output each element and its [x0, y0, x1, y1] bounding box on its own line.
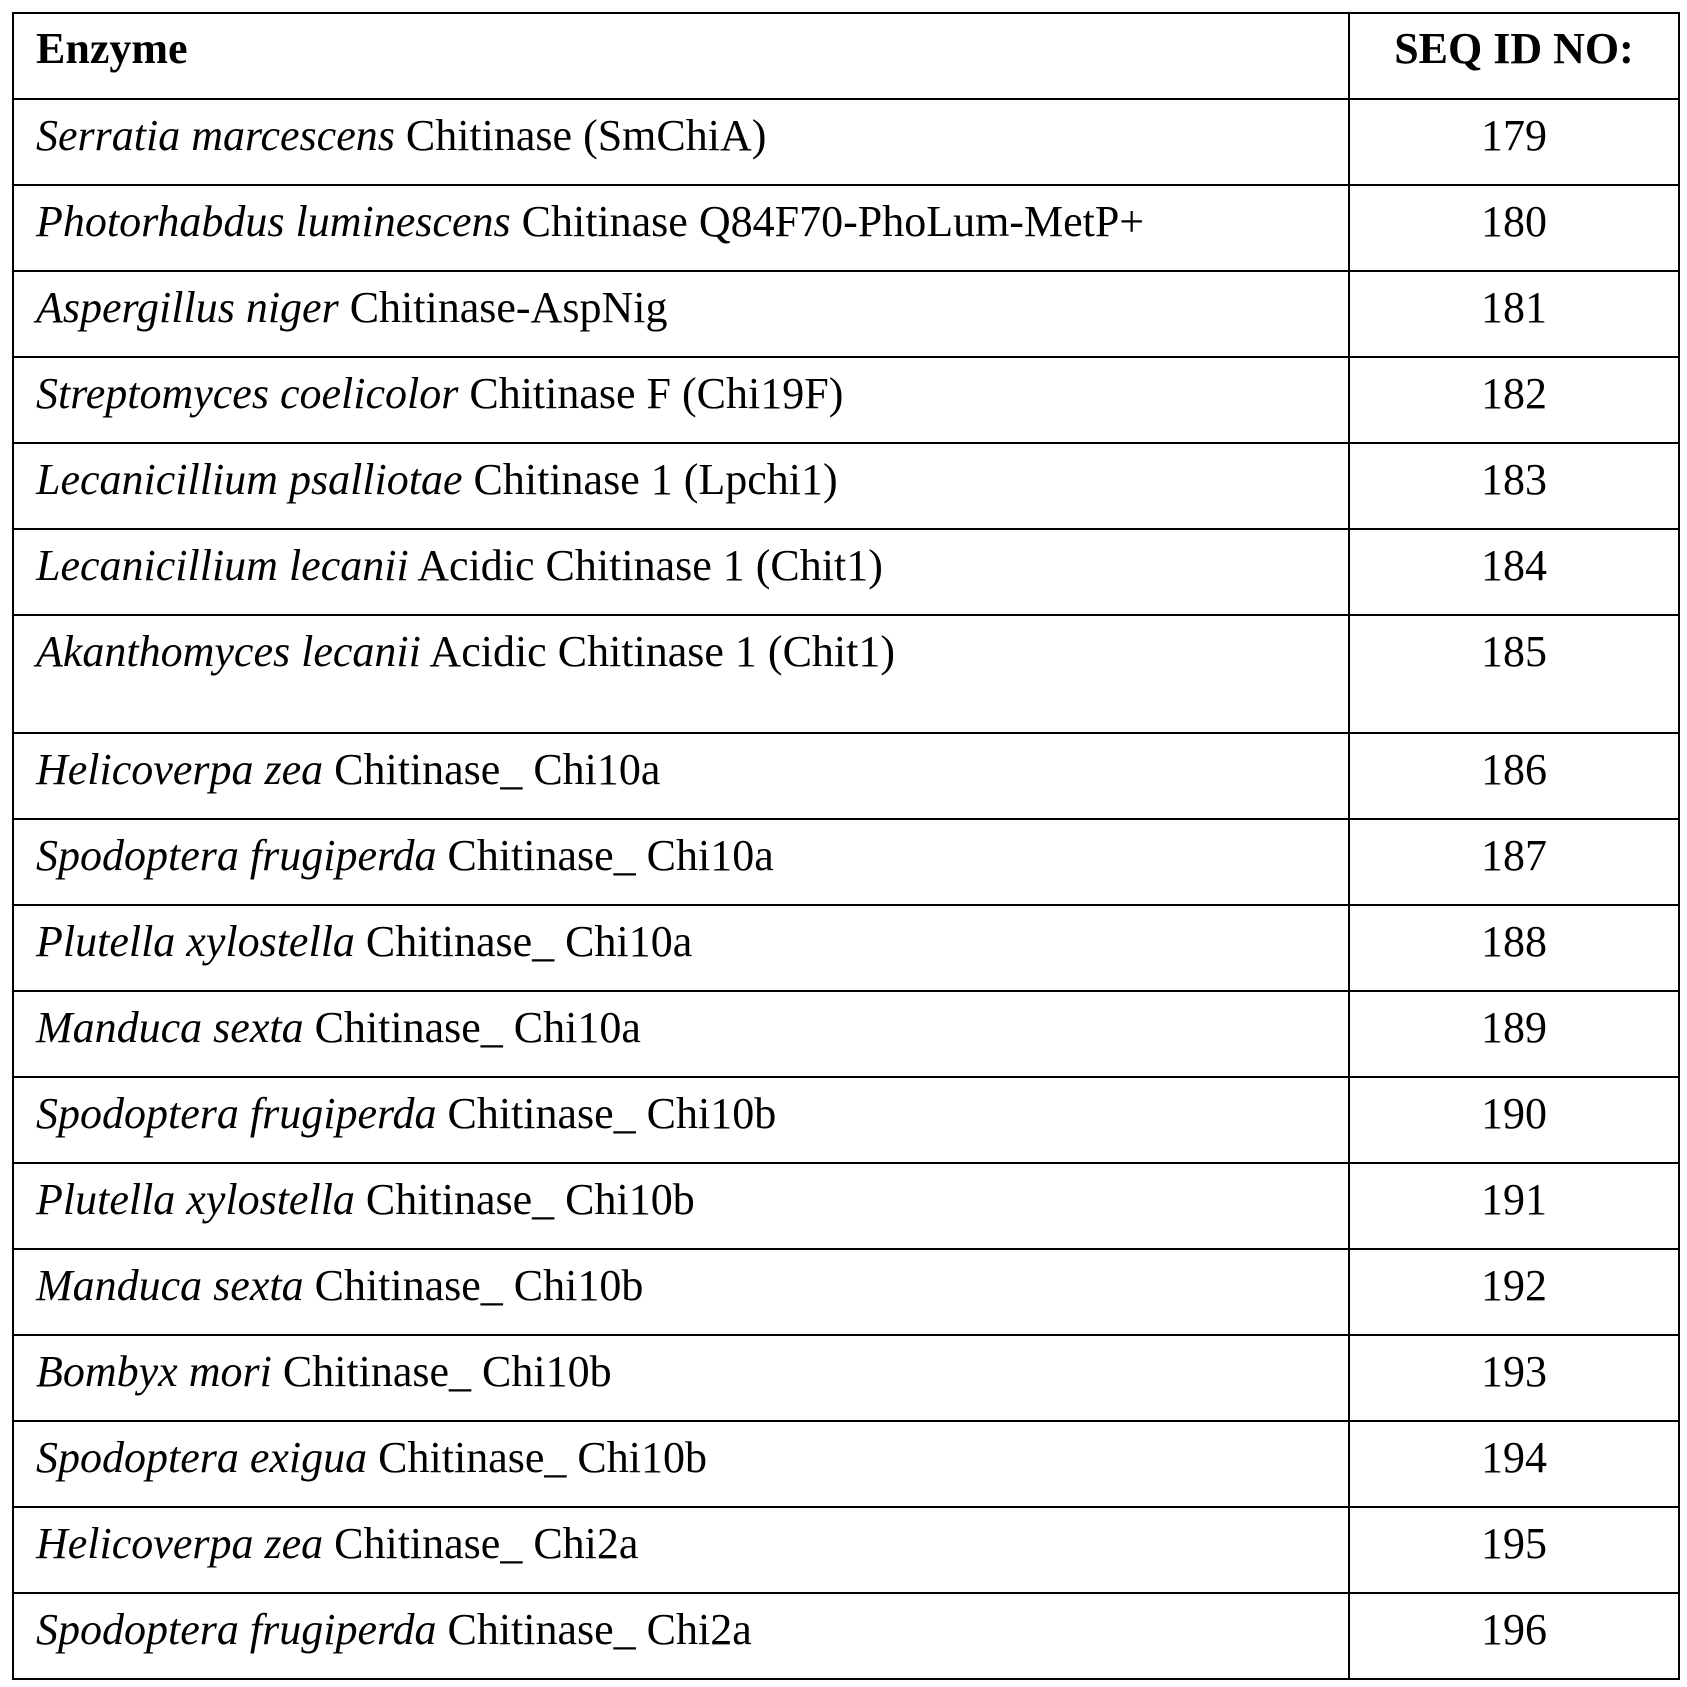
seq-id-cell	[1349, 819, 1679, 905]
enzyme-name: Chitinase 1 (Lpchi1)	[462, 455, 838, 504]
table-row	[13, 819, 1679, 905]
species-name: Bombyx mori	[36, 1347, 272, 1396]
seq-id-cell	[1349, 1077, 1679, 1163]
seq-id-value: 181	[1481, 283, 1547, 332]
enzyme-cell	[13, 615, 1349, 733]
seq-id-value: 190	[1481, 1089, 1547, 1138]
species-name: Photorhabdus luminescens	[36, 197, 511, 246]
enzyme-name: Chitinase_ Chi10b	[303, 1261, 644, 1310]
species-name: Akanthomyces lecanii	[36, 627, 421, 676]
enzyme-name: Chitinase-AspNig	[338, 283, 668, 332]
species-name: Helicoverpa zea	[36, 745, 324, 794]
enzyme-cell	[13, 443, 1349, 529]
table-row	[13, 1507, 1679, 1593]
seq-id-value: 180	[1481, 197, 1547, 246]
species-name: Aspergillus niger	[36, 283, 339, 332]
enzyme-name: Acidic Chitinase 1 (Chit1)	[420, 627, 896, 676]
seq-id-cell	[1349, 357, 1679, 443]
seq-id-cell	[1349, 905, 1679, 991]
species-name: Helicoverpa zea	[36, 1519, 324, 1568]
seq-id-value: 189	[1481, 1003, 1547, 1052]
enzyme-name: Chitinase_ Chi10a	[436, 831, 774, 880]
enzyme-cell	[13, 905, 1349, 991]
enzyme-cell	[13, 185, 1349, 271]
seq-id-cell	[1349, 1593, 1679, 1679]
seq-id-value: 194	[1481, 1433, 1547, 1482]
enzyme-name: Chitinase_ Chi10b	[367, 1433, 707, 1482]
species-name: Manduca sexta	[36, 1003, 304, 1052]
enzyme-cell	[13, 1077, 1349, 1163]
seq-id-value: 193	[1481, 1347, 1547, 1396]
enzyme-name: Chitinase Q84F70-PhoLum-MetP+	[510, 197, 1145, 246]
enzyme-cell	[13, 991, 1349, 1077]
enzyme-cell	[13, 1593, 1349, 1679]
seq-id-value: 179	[1481, 111, 1547, 160]
table-row	[13, 615, 1679, 733]
seq-id-cell	[1349, 185, 1679, 271]
species-name: Lecanicillium lecanii	[36, 541, 409, 590]
header-seq-id	[1349, 13, 1679, 99]
seq-id-cell	[1349, 733, 1679, 819]
species-name: Spodoptera frugiperda	[36, 831, 437, 880]
enzyme-name: Chitinase_ Chi10a	[303, 1003, 641, 1052]
table-row	[13, 991, 1679, 1077]
seq-id-cell	[1349, 529, 1679, 615]
seq-id-cell	[1349, 271, 1679, 357]
seq-id-value: 185	[1481, 627, 1547, 676]
seq-id-value: 196	[1481, 1605, 1547, 1654]
seq-id-cell	[1349, 1507, 1679, 1593]
seq-id-cell	[1349, 99, 1679, 185]
enzyme-name: Chitinase (SmChiA)	[394, 111, 767, 160]
table-row	[13, 529, 1679, 615]
table-header-row	[13, 13, 1679, 99]
enzyme-name: Chitinase_ Chi2a	[436, 1605, 752, 1654]
seq-id-cell	[1349, 1335, 1679, 1421]
enzyme-cell	[13, 1421, 1349, 1507]
header-enzyme	[13, 13, 1349, 99]
table-row	[13, 99, 1679, 185]
seq-id-cell	[1349, 615, 1679, 733]
seq-id-value: 183	[1481, 455, 1547, 504]
seq-id-value: 182	[1481, 369, 1547, 418]
enzyme-cell	[13, 1335, 1349, 1421]
species-name: Streptomyces coelicolor	[36, 369, 459, 418]
enzyme-cell	[13, 1249, 1349, 1335]
table-row	[13, 1077, 1679, 1163]
enzyme-name: Acidic Chitinase 1 (Chit1)	[408, 541, 883, 590]
header-seq-id-label: SEQ ID NO:	[1394, 24, 1634, 73]
table-row	[13, 185, 1679, 271]
table-row	[13, 1593, 1679, 1679]
enzyme-seq-id-table	[12, 12, 1680, 1680]
enzyme-cell	[13, 529, 1349, 615]
enzyme-name: Chitinase_ Chi10b	[436, 1089, 777, 1138]
seq-id-cell	[1349, 991, 1679, 1077]
species-name: Lecanicillium psalliotae	[36, 455, 463, 504]
enzyme-name: Chitinase_ Chi10b	[271, 1347, 612, 1396]
table-row	[13, 357, 1679, 443]
enzyme-name: Chitinase F (Chi19F)	[458, 369, 844, 418]
table-row	[13, 1335, 1679, 1421]
table-row	[13, 905, 1679, 991]
table-row	[13, 1249, 1679, 1335]
table-row	[13, 271, 1679, 357]
seq-id-value: 188	[1481, 917, 1547, 966]
seq-id-value: 186	[1481, 745, 1547, 794]
header-enzyme-label: Enzyme	[36, 24, 188, 73]
enzyme-cell	[13, 271, 1349, 357]
enzyme-cell	[13, 357, 1349, 443]
species-name: Plutella xylostella	[36, 1175, 355, 1224]
species-name: Manduca sexta	[36, 1261, 304, 1310]
enzyme-name: Chitinase_ Chi10b	[354, 1175, 695, 1224]
enzyme-cell	[13, 1507, 1349, 1593]
seq-id-value: 184	[1481, 541, 1547, 590]
species-name: Serratia marcescens	[36, 111, 395, 160]
enzyme-name: Chitinase_ Chi10a	[354, 917, 693, 966]
seq-id-cell	[1349, 443, 1679, 529]
enzyme-name: Chitinase_ Chi10a	[323, 745, 661, 794]
species-name: Plutella xylostella	[36, 917, 355, 966]
table-row	[13, 733, 1679, 819]
table-row	[13, 1163, 1679, 1249]
seq-id-cell	[1349, 1163, 1679, 1249]
species-name: Spodoptera exigua	[36, 1433, 368, 1482]
table-row	[13, 443, 1679, 529]
table-row	[13, 1421, 1679, 1507]
enzyme-cell	[13, 733, 1349, 819]
enzyme-cell	[13, 99, 1349, 185]
seq-id-cell	[1349, 1249, 1679, 1335]
seq-id-value: 195	[1481, 1519, 1547, 1568]
enzyme-name: Chitinase_ Chi2a	[323, 1519, 639, 1568]
species-name: Spodoptera frugiperda	[36, 1605, 437, 1654]
seq-id-cell	[1349, 1421, 1679, 1507]
enzyme-cell	[13, 1163, 1349, 1249]
species-name: Spodoptera frugiperda	[36, 1089, 437, 1138]
seq-id-value: 192	[1481, 1261, 1547, 1310]
enzyme-cell	[13, 819, 1349, 905]
seq-id-value: 191	[1481, 1175, 1547, 1224]
seq-id-value: 187	[1481, 831, 1547, 880]
